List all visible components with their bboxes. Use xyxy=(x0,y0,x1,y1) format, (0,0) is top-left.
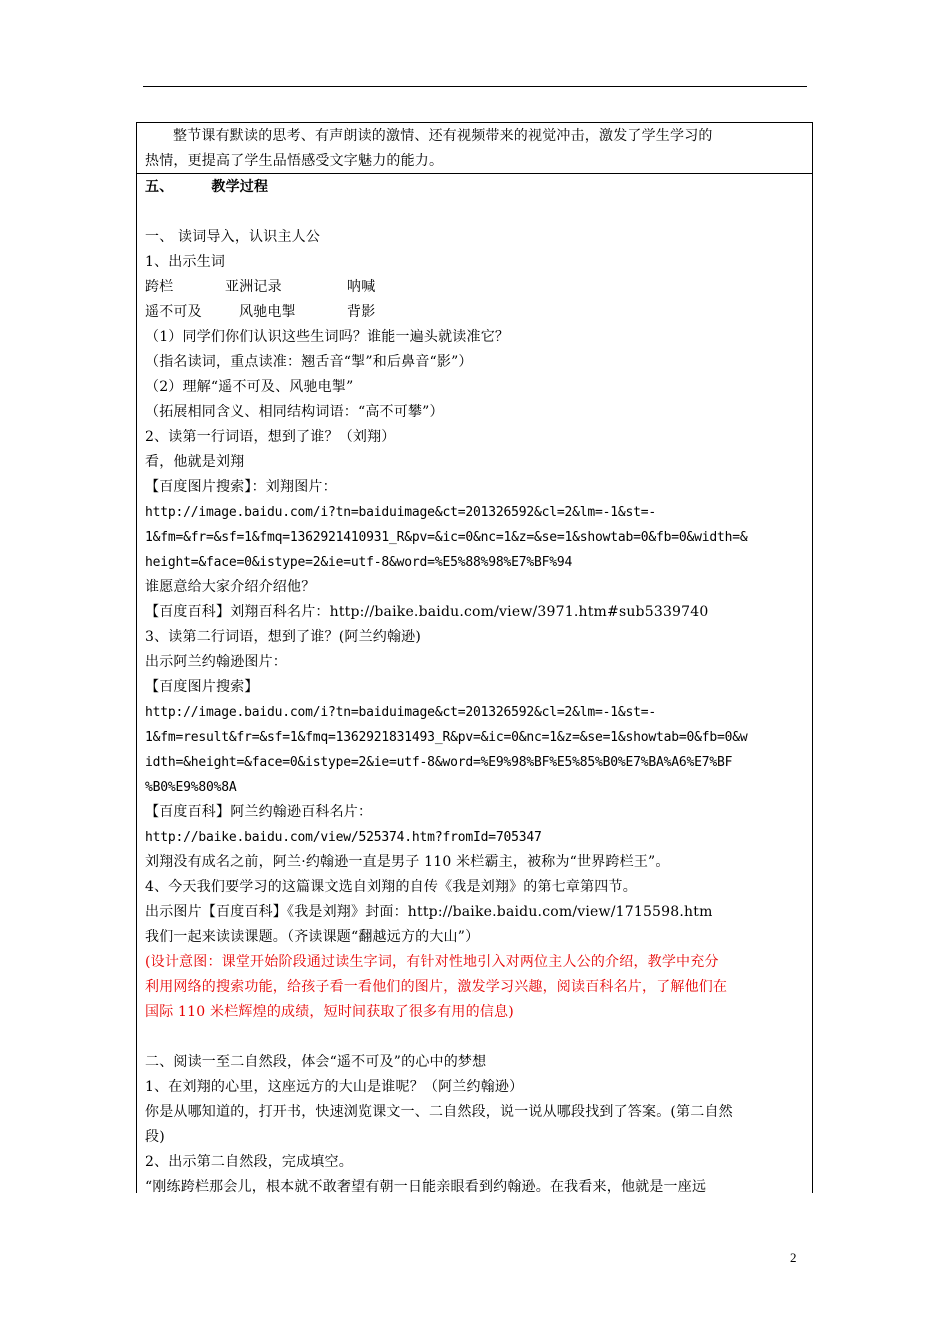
look-liu-xiang: 看，他就是刘翔 xyxy=(145,454,245,470)
section-five-number: 五、 xyxy=(145,179,174,195)
part-two-how-line-1: 你是从哪知道的，打开书，快速浏览课文一、二自然段，说一说从哪段找到了答案。(第二自然 xyxy=(145,1104,733,1120)
step-3: 3、读第二行词语，想到了谁？(阿兰约翰逊) xyxy=(145,629,422,645)
part-two-step-2: 2、出示第二自然段，完成填空。 xyxy=(145,1154,353,1170)
step-4: 4、今天我们要学习的这篇课文选自刘翔的自传《我是刘翔》的第七章第四节。 xyxy=(145,879,637,895)
design-intent-line-3: 国际 110 米栏辉煌的成绩，短时间获取了很多有用的信息) xyxy=(145,1004,514,1020)
header-rule xyxy=(143,86,807,87)
part-two-heading: 二、阅读一至二自然段，体会“遥不可及”的心中的梦想 xyxy=(145,1054,487,1070)
part-one-heading: 一、 读词导入，认识主人公 xyxy=(145,229,321,245)
question-2: （2）理解“遥不可及、风驰电掣” xyxy=(145,379,354,395)
image-search-johnson: 【百度图片搜索】 xyxy=(145,679,259,695)
section-five-heading xyxy=(145,175,807,200)
baike-liu-xiang[interactable]: 【百度百科】刘翔百科名片：http://baike.baidu.com/view/3971.htm#sub5339740 xyxy=(145,604,709,620)
lesson-table xyxy=(136,122,813,1193)
intro-line-1: 整节课有默读的思考、有声朗读的激情、还有视频带来的视觉冲击，激发了学生学习的 xyxy=(173,128,713,144)
word-item: 风驰电掣 xyxy=(239,304,296,320)
url-baike-johnson[interactable]: http://baike.baidu.com/view/525374.htm?fromId=705347 xyxy=(145,830,542,845)
url-johnson-line-2[interactable]: 1&fm=result&fr=&sf=1&fmq=1362921831493_R&pv=&ic=0&nc=1&z=&se=1&showtab=0&fb=0&w xyxy=(145,730,748,745)
intro-line-2: 热情，更提高了学生品悟感受文字魅力的能力。 xyxy=(145,153,444,169)
url-johnson-line-4[interactable]: %B0%E9%80%8A xyxy=(145,780,237,795)
read-title: 我们一起来读读课题。（齐读课题“翻越远方的大山”） xyxy=(145,929,480,945)
word-item: 背影 xyxy=(347,304,376,320)
design-intent-line-2: 利用网络的搜索功能，给孩子看一看他们的图片，激发学习兴趣，阅读百科名片，了解他们在 xyxy=(145,979,728,995)
url-johnson-line-3[interactable]: idth=&height=&face=0&istype=2&ie=utf-8&word=%E9%98%BF%E5%85%B0%E7%BA%A6%E7%BF xyxy=(145,755,733,770)
teaching-process-cell xyxy=(137,174,812,1193)
url-liu-xiang-line-2[interactable]: 1&fm=&fr=&sf=1&fmq=1362921410931_R&pv=&ic=0&nc=1&z=&se=1&showtab=0&fb=0&width=& xyxy=(145,530,748,545)
word-item: 呐喊 xyxy=(347,279,376,295)
show-book-cover[interactable]: 出示图片【百度百科】《我是刘翔》封面：http://baike.baidu.com/view/1715598.htm xyxy=(145,904,713,920)
word-item: 遥不可及 xyxy=(145,304,202,320)
url-liu-xiang-line-1[interactable]: http://image.baidu.com/i?tn=baiduimage&ct=201326592&cl=2&lm=-1&st=- xyxy=(145,505,656,520)
who-will-introduce: 谁愿意给大家介绍介绍他？ xyxy=(145,579,316,595)
url-liu-xiang-line-3[interactable]: height=&face=0&istype=2&ie=utf-8&word=%E5%88%98%E7%BF%94 xyxy=(145,555,573,570)
baike-johnson: 【百度百科】阿兰约翰逊百科名片： xyxy=(145,804,373,820)
question-2-note: （拓展相同含义、相同结构词语：“高不可攀”） xyxy=(145,404,444,420)
word-item: 亚洲记录 xyxy=(225,279,282,295)
intro-cell xyxy=(137,122,812,174)
part-two-quote: “刚练跨栏那会儿，根本就不敢奢望有朝一日能亲眼看到约翰逊。在我看来，他就是一座远 xyxy=(145,1179,707,1195)
step-1-show-words: 1、出示生词 xyxy=(145,254,226,270)
johnson-fact: 刘翔没有成名之前，阿兰·约翰逊一直是男子 110 米栏霸主，被称为“世界跨栏王”。 xyxy=(145,854,670,870)
image-search-liu-xiang: 【百度图片搜索】：刘翔图片： xyxy=(145,479,337,495)
design-intent-line-1: (设计意图：课堂开始阶段通过读生字词，有针对性地引入对两位主人公的介绍，教学中充分 xyxy=(145,954,719,970)
word-item: 跨栏 xyxy=(145,279,174,295)
url-johnson-line-1[interactable]: http://image.baidu.com/i?tn=baiduimage&ct=201326592&cl=2&lm=-1&st=- xyxy=(145,705,656,720)
part-two-how-line-2: 段) xyxy=(145,1129,165,1145)
show-johnson-images: 出示阿兰约翰逊图片： xyxy=(145,654,287,670)
question-1-note: （指名读词，重点读准：翘舌音“掣”和后鼻音“影”） xyxy=(145,354,473,370)
step-2: 2、读第一行词语，想到了谁？（刘翔） xyxy=(145,429,396,445)
question-1: （1）同学们你们认识这些生词吗？谁能一遍头就读准它？ xyxy=(145,329,510,345)
section-five-title: 教学过程 xyxy=(211,179,269,195)
page-number: 2 xyxy=(790,1250,797,1265)
part-two-step-1: 1、在刘翔的心里，这座远方的大山是谁呢？（阿兰约翰逊） xyxy=(145,1079,524,1095)
